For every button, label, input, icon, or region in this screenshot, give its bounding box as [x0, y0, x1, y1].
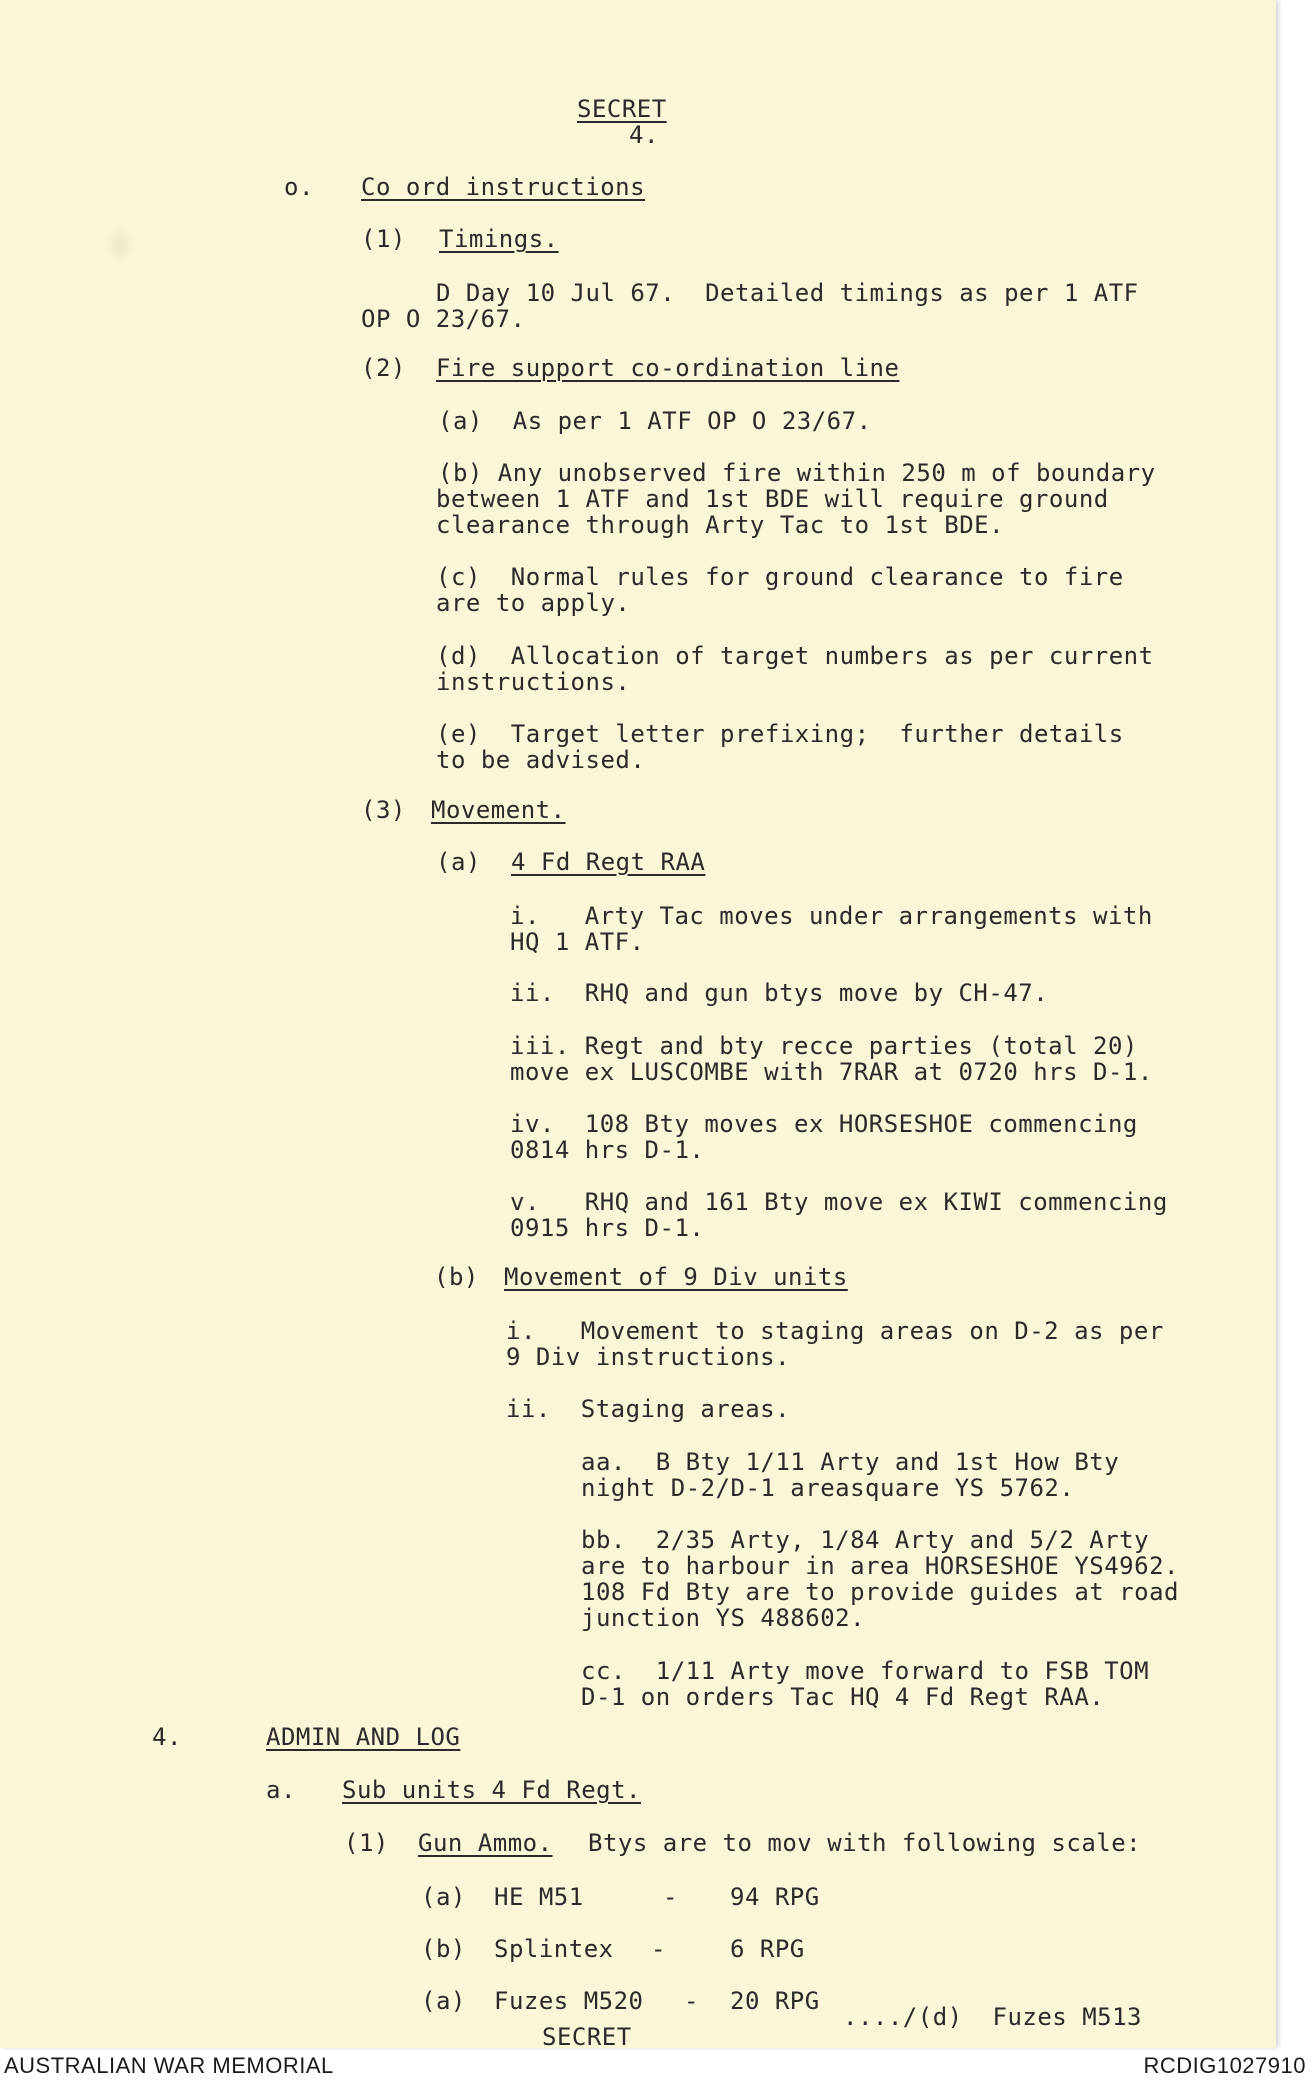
movement-number: (3): [361, 796, 406, 824]
ammo-row-3-dash: -: [684, 1987, 699, 2015]
staging-bb-line-1: bb. 2/35 Arty, 1/84 Arty and 5/2 Arty: [581, 1526, 1150, 1554]
movement-ii: ii. RHQ and gun btys move by CH-47.: [510, 979, 1049, 1007]
staging-bb-line-4: junction YS 488602.: [581, 1604, 866, 1632]
staging-aa-line-1: aa. B Bty 1/11 Arty and 1st How Bty: [581, 1448, 1120, 1476]
fscl-number: (2): [361, 354, 406, 382]
archive-reference: RCDIG1027910: [1143, 2053, 1306, 2078]
paper-crease: [105, 225, 135, 265]
movement-b-index: (b): [434, 1263, 479, 1291]
section-o-letter: o.: [284, 173, 314, 201]
section-4-number: 4.: [152, 1723, 182, 1751]
ammo-row-2-qty: 6 RPG: [730, 1935, 805, 1963]
gun-ammo-number: (1): [344, 1829, 389, 1857]
page-number: 4.: [629, 121, 659, 149]
movement-iv-line-1: iv. 108 Bty moves ex HORSESHOE commencing: [510, 1110, 1138, 1138]
section-o-title: Co ord instructions: [361, 173, 646, 201]
staging-cc-line-1: cc. 1/11 Arty move forward to FSB TOM: [581, 1657, 1150, 1685]
fscl-c-line-1: (c) Normal rules for ground clearance to fire: [436, 563, 1124, 591]
classification-header: SECRET: [577, 95, 667, 123]
staging-bb-line-2: are to harbour in area HORSESHOE YS4962.: [581, 1552, 1179, 1580]
ammo-row-3-qty: 20 RPG: [730, 1987, 820, 2015]
ammo-row-1-dash: -: [663, 1883, 678, 1911]
fscl-a: (a) As per 1 ATF OP O 23/67.: [438, 407, 872, 435]
movement-iii-line-1: iii. Regt and bty recce parties (total 20): [510, 1032, 1138, 1060]
timings-line-1: D Day 10 Jul 67. Detailed timings as per 1 ATF: [436, 279, 1139, 307]
timings-line-2: OP O 23/67.: [361, 305, 526, 333]
classification-footer: SECRET: [542, 2023, 632, 2051]
ammo-row-2-index: (b): [421, 1935, 466, 1963]
fscl-c-line-2: are to apply.: [436, 589, 631, 617]
movement-iv-line-2: 0814 hrs D-1.: [510, 1136, 705, 1164]
subsection-a-title: Sub units 4 Fd Regt.: [342, 1776, 641, 1804]
fscl-b-line-3: clearance through Arty Tac to 1st BDE.: [436, 511, 1005, 539]
ammo-row-1-index: (a): [421, 1883, 466, 1911]
fscl-b-line-2: between 1 ATF and 1st BDE will require ground: [436, 485, 1109, 513]
fscl-e-line-2: to be advised.: [436, 746, 646, 774]
movement-v-line-1: v. RHQ and 161 Bty move ex KIWI commencing: [510, 1188, 1168, 1216]
fscl-e-line-1: (e) Target letter prefixing; further details: [436, 720, 1124, 748]
subsection-a-letter: a.: [266, 1776, 296, 1804]
timings-title: Timings.: [439, 225, 559, 253]
movement-i-line-1: i. Arty Tac moves under arrangements with: [510, 902, 1153, 930]
fscl-b-line-1: (b) Any unobserved fire within 250 m of boundary: [438, 459, 1156, 487]
movement-b-i-line-2: 9 Div instructions.: [506, 1343, 791, 1371]
fscl-d-line-2: instructions.: [436, 668, 631, 696]
movement-b-ii: ii. Staging areas.: [506, 1395, 791, 1423]
movement-b-title: Movement of 9 Div units: [504, 1263, 848, 1291]
fscl-d-line-1: (d) Allocation of target numbers as per current: [436, 642, 1154, 670]
ammo-row-1-qty: 94 RPG: [730, 1883, 820, 1911]
ammo-row-2-dash: -: [651, 1935, 666, 1963]
gun-ammo-title: Gun Ammo.: [418, 1829, 553, 1857]
staging-aa-line-2: night D-2/D-1 areasquare YS 5762.: [581, 1474, 1075, 1502]
fscl-title: Fire support co-ordination line: [436, 354, 900, 382]
ammo-row-3-index: (a): [421, 1987, 466, 2015]
movement-i-line-2: HQ 1 ATF.: [510, 928, 645, 956]
movement-iii-line-2: move ex LUSCOMBE with 7RAR at 0720 hrs D-1.: [510, 1058, 1153, 1086]
gun-ammo-text: Btys are to mov with following scale:: [588, 1829, 1142, 1857]
timings-number: (1): [361, 225, 406, 253]
archive-credit: AUSTRALIAN WAR MEMORIAL: [4, 2053, 334, 2078]
section-4-title: ADMIN AND LOG: [266, 1723, 461, 1751]
staging-bb-line-3: 108 Fd Bty are to provide guides at road: [581, 1578, 1179, 1606]
staging-cc-line-2: D-1 on orders Tac HQ 4 Fd Regt RAA.: [581, 1683, 1105, 1711]
movement-b-i-line-1: i. Movement to staging areas on D-2 as per: [506, 1317, 1164, 1345]
ammo-row-3-item: Fuzes M520: [494, 1987, 644, 2015]
continuation-note: ..../(d) Fuzes M513: [843, 2003, 1142, 2031]
movement-title: Movement.: [431, 796, 566, 824]
movement-a-title: 4 Fd Regt RAA: [511, 848, 706, 876]
movement-v-line-2: 0915 hrs D-1.: [510, 1214, 705, 1242]
ammo-row-2-item: Splintex: [494, 1935, 614, 1963]
movement-a-index: (a): [436, 848, 481, 876]
ammo-row-1-item: HE M51: [494, 1883, 584, 1911]
